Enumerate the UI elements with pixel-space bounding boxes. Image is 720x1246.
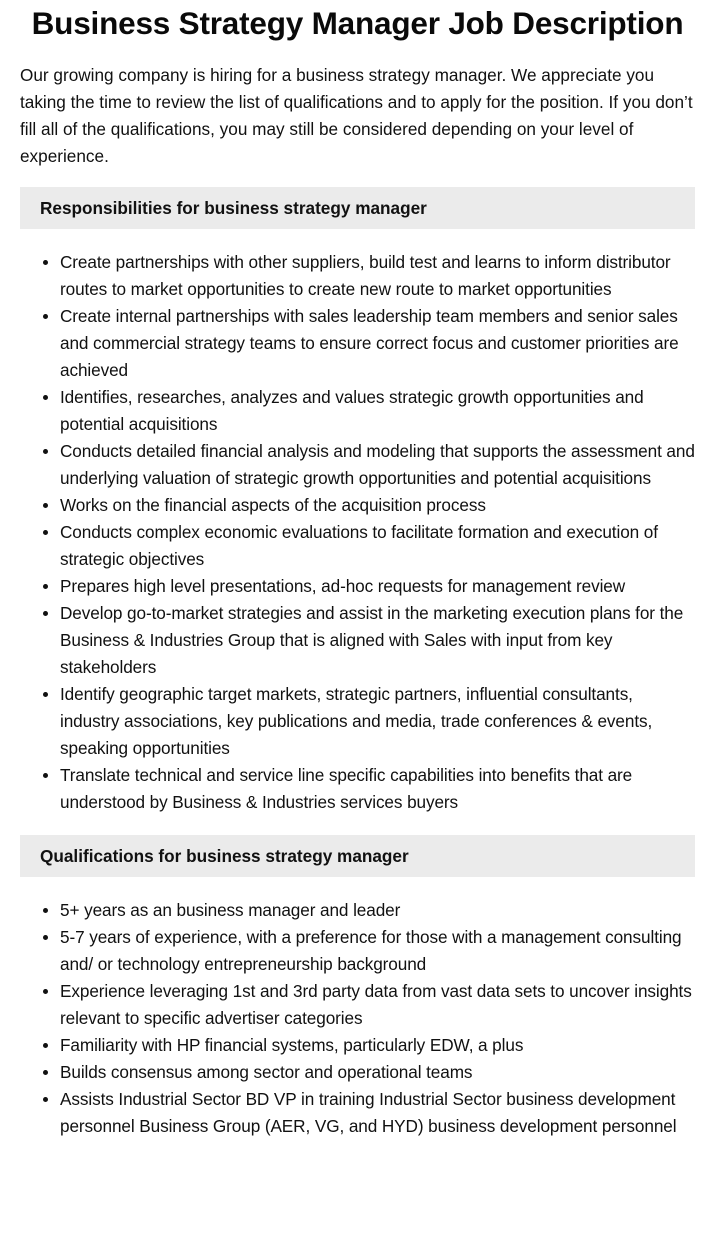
list-item: 5-7 years of experience, with a preference for those with a management consulting and/ or technology entrepreneurship background <box>60 924 695 978</box>
bullet-icon <box>43 530 48 535</box>
list-item: Assists Industrial Sector BD VP in training Industrial Sector business development personnel Business Group (AER, VG, and HYD) business development personnel <box>60 1086 695 1140</box>
bullet-icon <box>43 1097 48 1102</box>
bullet-icon <box>43 908 48 913</box>
qualifications-list <box>20 897 695 1140</box>
list-item: Familiarity with HP financial systems, particularly EDW, a plus <box>60 1032 695 1059</box>
bullet-icon <box>43 989 48 994</box>
list-item: Develop go-to-market strategies and assist in the marketing execution plans for the Business & Industries Group that is aligned with Sales with input from key stakeholders <box>60 600 695 681</box>
list-item: Builds consensus among sector and operational teams <box>60 1059 695 1086</box>
bullet-icon <box>43 1043 48 1048</box>
bullet-icon <box>43 935 48 940</box>
bullet-icon <box>43 449 48 454</box>
list-item: Identifies, researches, analyzes and values strategic growth opportunities and potential acquisitions <box>60 384 695 438</box>
bullet-icon <box>43 314 48 319</box>
bullet-icon <box>43 260 48 265</box>
bullet-icon <box>43 584 48 589</box>
list-item: Conducts detailed financial analysis and modeling that supports the assessment and underlying valuation of strategic growth opportunities and potential acquisitions <box>60 438 695 492</box>
bullet-icon <box>43 1070 48 1075</box>
list-item: Conducts complex economic evaluations to facilitate formation and execution of strategic objectives <box>60 519 695 573</box>
intro-paragraph: Our growing company is hiring for a business strategy manager. We appreciate you taking the time to review the list of qualifications and to apply for the position. If you don’t fill all of the qualifications, you may still be considered depending on your level of experience. <box>20 65 693 166</box>
bullet-icon <box>43 395 48 400</box>
list-item: Identify geographic target markets, strategic partners, influential consultants, industry associations, key publications and media, trade conferences & events, speaking opportunities <box>60 681 695 762</box>
page-title: Business Strategy Manager Job Description <box>31 5 684 41</box>
bullet-icon <box>43 773 48 778</box>
list-item: Translate technical and service line specific capabilities into benefits that are understood by Business & Industries services buyers <box>60 762 695 816</box>
bullet-icon <box>43 503 48 508</box>
list-item: Create internal partnerships with sales leadership team members and senior sales and commercial strategy teams to ensure correct focus and customer priorities are achieved <box>60 303 695 384</box>
qualifications-heading: Qualifications for business strategy manager <box>20 835 695 877</box>
list-item: Works on the financial aspects of the acquisition process <box>60 492 695 519</box>
bullet-icon <box>43 611 48 616</box>
responsibilities-heading: Responsibilities for business strategy manager <box>20 187 695 229</box>
bullet-icon <box>43 692 48 697</box>
list-item: Create partnerships with other suppliers, build test and learns to inform distributor routes to market opportunities to create new route to market opportunities <box>60 249 695 303</box>
list-item: Prepares high level presentations, ad-hoc requests for management review <box>60 573 695 600</box>
list-item: Experience leveraging 1st and 3rd party data from vast data sets to uncover insights relevant to specific advertiser categories <box>60 978 695 1032</box>
list-item: 5+ years as an business manager and leader <box>60 897 695 924</box>
responsibilities-list <box>20 249 695 816</box>
